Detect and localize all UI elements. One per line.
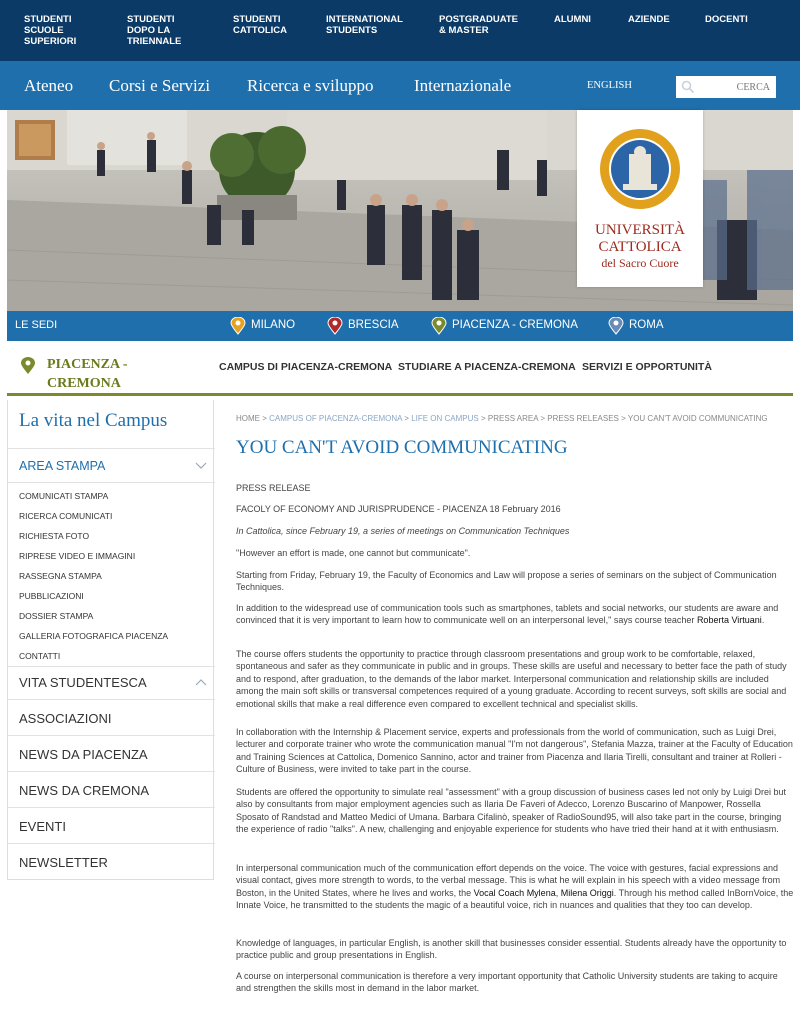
top-link-postgraduate-master[interactable]: POSTGRADUATE & MASTER <box>439 14 518 36</box>
article-paragraph: Starting from Friday, February 19, the Faculty of Economics and Law will propose a series of seminars on the subject of Communication Techniques. <box>236 570 777 593</box>
sidebar <box>7 400 214 880</box>
campus-link-studiare[interactable]: STUDIARE A PIACENZA-CREMONA <box>398 361 576 373</box>
top-link-docenti[interactable]: DOCENTI <box>705 14 748 25</box>
nav-ateneo[interactable]: Ateneo <box>24 76 74 95</box>
main-nav <box>0 61 800 110</box>
breadcrumb <box>236 414 768 423</box>
sede-roma[interactable]: ROMA <box>629 319 664 331</box>
article-paragraph: A course on interpersonal communication is therefore a very important opportunity that Catholic University students are taking to acquire and strengthen the skills most in demand in the labor market. <box>236 971 778 994</box>
campus-link-servizi[interactable]: SERVIZI E OPPORTUNITÀ <box>582 361 712 373</box>
article-paragraph: The course offers students the opportunity to practice through classroom presentations and group work to be comfortable, relaxed, spontaneous and safer as they communicate in public and in groups. These skills are useful and necessary to better face the path of study and to respond, after graduation, to the demands of the labor market. Interpersonal communication and relationship skills are included among the main soft skills or transversal competences required of a young graduate. According to recent surveys, soft skills are social and emotional skills that make a real difference even compared to excellent technical and specialist skills. <box>236 649 787 709</box>
paragraph-text: , <box>555 887 559 898</box>
sedi-bar <box>7 311 793 341</box>
sidebar-item-newsletter[interactable]: NEWSLETTER <box>19 855 108 870</box>
sede-brescia[interactable]: BRESCIA <box>348 319 399 331</box>
nav-corsi-servizi[interactable]: Corsi e Servizi <box>109 76 211 95</box>
article-paragraph: Knowledge of languages, in particular English, is another skill that businesses consider essential. Students already have the opportunity to practice public and group presentations in English. <box>236 938 787 961</box>
campus-name-line1: PIACENZA - <box>47 357 128 372</box>
nav-ricerca-sviluppo[interactable]: Ricerca e sviluppo <box>247 76 374 95</box>
search-box <box>676 76 776 98</box>
article-paragraph: Students are offered the opportunity to simulate real "assessment" with a group discussion of business cases led not only by Luigi Drei but also by consultants from major employment agencies such as Ilaria De Faveri of Adecco, Lorenzo Buscarino of Manpower, Rossella Sposato of Randstad and Matteo Medici of Umana. Barbara Cifalinò, speaker of RadioSound95, will also take part in the course, bringing the experience of radio "talks". A new, challenging and enjoyable experience for students who have tried their hand at it with enthusiasm. <box>236 787 787 835</box>
breadcrumb-separator: > <box>621 414 626 423</box>
sidebar-item-rassegna-stampa[interactable]: RASSEGNA STAMPA <box>19 571 102 581</box>
top-link-studenti-scuole-superiori[interactable]: STUDENTI SCUOLE SUPERIORI <box>24 14 77 47</box>
university-logo-card[interactable] <box>577 110 703 287</box>
piacenza-cremona-pin-icon <box>431 317 447 335</box>
search-icon[interactable] <box>681 80 695 94</box>
divider <box>8 843 215 844</box>
divider <box>8 807 215 808</box>
chevron-down-icon[interactable] <box>195 462 207 470</box>
breadcrumb-home[interactable]: HOME <box>236 414 260 423</box>
breadcrumb-separator: > <box>481 414 486 423</box>
sidebar-item-associazioni[interactable]: ASSOCIAZIONI <box>19 711 112 726</box>
article-label: PRESS RELEASE <box>236 483 311 493</box>
divider <box>8 666 215 667</box>
paragraph-text: . Through his method called InBornVoice, the Innate Voice, he transmitted to the students the magic of a beautiful voice, rich in nuances and qualities that they too can develop. <box>236 887 794 911</box>
vocal-coach-name: Vocal Coach Mylena <box>473 887 556 898</box>
sidebar-item-vita-studentesca[interactable]: VITA STUDENTESCA <box>19 675 147 690</box>
brescia-pin-icon <box>327 317 343 335</box>
paragraph-text: In addition to the widespread use of communication tools such as smartphones, tablets and social networks, our students are aware and convinced that it is very important to learn how to communicate well on an interpersonal level," says course teacher <box>236 603 779 626</box>
breadcrumb-current: YOU CAN'T AVOID COMMUNICATING <box>627 414 768 423</box>
search-input[interactable] <box>700 78 770 96</box>
sidebar-item-news-piacenza[interactable]: NEWS DA PIACENZA <box>19 747 148 762</box>
divider <box>8 448 215 449</box>
top-link-international-students[interactable]: INTERNATIONAL STUDENTS <box>326 14 403 36</box>
top-link-studenti-cattolica[interactable]: STUDENTI CATTOLICA <box>233 14 288 36</box>
logo-line-cattolica: CATTOLICA <box>598 239 682 255</box>
sidebar-title: La vita nel Campus <box>19 410 168 431</box>
article-subtitle: In Cattolica, since February 19, a series of meetings on Communication Techniques <box>236 526 570 536</box>
breadcrumb-separator: > <box>404 414 409 423</box>
divider <box>8 735 215 736</box>
campus-link-campus[interactable]: CAMPUS DI PIACENZA-CREMONA <box>219 361 393 373</box>
breadcrumb-separator: > <box>262 414 267 423</box>
vocal-coach-name: Milena Origgi <box>560 887 614 898</box>
sede-milano[interactable]: MILANO <box>251 319 296 331</box>
article-paragraph <box>236 602 794 627</box>
top-bar <box>0 0 800 61</box>
divider <box>8 699 215 700</box>
top-link-alumni[interactable]: ALUMNI <box>554 14 591 25</box>
divider <box>8 771 215 772</box>
top-link-aziende[interactable]: AZIENDE <box>628 14 670 25</box>
sidebar-item-richiesta-foto[interactable]: RICHIESTA FOTO <box>19 531 90 541</box>
university-seal-icon <box>599 128 681 210</box>
sidebar-item-riprese-video[interactable]: RIPRESE VIDEO E IMMAGINI <box>19 551 136 561</box>
sidebar-item-galleria-fotografica[interactable]: GALLERIA FOTOGRAFICA PIACENZA <box>19 631 169 641</box>
campus-bar <box>7 341 793 396</box>
teacher-name: Roberta Virtuani <box>696 615 762 626</box>
breadcrumb-press-area[interactable]: PRESS AREA <box>487 414 539 423</box>
paragraph-text: . <box>761 615 765 626</box>
breadcrumb-separator: > <box>540 414 546 423</box>
sidebar-item-comunicati-stampa[interactable]: COMUNICATI STAMPA <box>19 491 109 501</box>
breadcrumb-campus[interactable]: CAMPUS OF PIACENZA-CREMONA <box>269 414 403 423</box>
logo-line-sacro-cuore: del Sacro Cuore <box>601 256 679 270</box>
article-quote: "However an effort is made, one cannot but communicate". <box>236 548 471 558</box>
chevron-up-icon[interactable] <box>195 678 207 686</box>
top-link-studenti-dopo-triennale[interactable]: STUDENTI DOPO LA TRIENNALE <box>127 14 182 47</box>
sedi-label: LE SEDI <box>15 319 58 331</box>
campus-pin-icon <box>20 357 36 375</box>
milano-pin-icon <box>230 317 246 335</box>
sidebar-item-news-cremona[interactable]: NEWS DA CREMONA <box>19 783 150 798</box>
sede-piacenza-cremona[interactable]: PIACENZA - CREMONA <box>452 319 578 331</box>
nav-internazionale[interactable]: Internazionale <box>414 76 512 95</box>
sidebar-section-area-stampa[interactable]: AREA STAMPA <box>19 459 106 473</box>
divider <box>8 482 215 483</box>
page-title: YOU CAN'T AVOID COMMUNICATING <box>236 437 568 458</box>
sidebar-item-eventi[interactable]: EVENTI <box>19 819 66 834</box>
breadcrumb-press-releases[interactable]: PRESS RELEASES <box>547 414 619 423</box>
english-link[interactable]: ENGLISH <box>587 80 632 91</box>
sidebar-item-contatti[interactable]: CONTATTI <box>19 651 61 661</box>
campus-name[interactable] <box>47 355 157 393</box>
article-dateline: FACOLY OF ECONOMY AND JURISPRUDENCE - PIACENZA 18 February 2016 <box>236 504 561 514</box>
sidebar-item-pubblicazioni[interactable]: PUBBLICAZIONI <box>19 591 84 601</box>
sidebar-item-dossier-stampa[interactable]: DOSSIER STAMPA <box>19 611 94 621</box>
sidebar-item-ricerca-comunicati[interactable]: RICERCA COMUNICATI <box>19 511 113 521</box>
article-paragraph <box>236 862 794 912</box>
campus-name-line2: CREMONA <box>47 376 121 391</box>
paragraph-text: In interpersonal communication much of the communication effort depends on the voice. The voice with gestures, facial expressions and visual contact, gives more strength to words, to the verbal message. This is what he will explain in his speech with a video message from Boston, in the United States, where he lives and works, the <box>236 863 781 898</box>
roma-pin-icon <box>608 317 624 335</box>
breadcrumb-life[interactable]: LIFE ON CAMPUS <box>411 414 479 423</box>
article-paragraph: In collaboration with the Internship & Placement service, experts and professionals from the world of communication, such as Luigi Drei, lecturer and corporate trainer who wrote the communication manual "I'm not dangerous", Stefania Mazza, trainer at the Faculty of Education and Training Sciences at Cattolica, Domenico Sannino, actor and trainer from Piacenza and Ilaria Tirelli, consultant and trainer at Rolleri - Culture of Business, were invited to take part in the course. <box>236 727 793 775</box>
logo-line-universita: UNIVERSITÀ <box>595 222 685 238</box>
